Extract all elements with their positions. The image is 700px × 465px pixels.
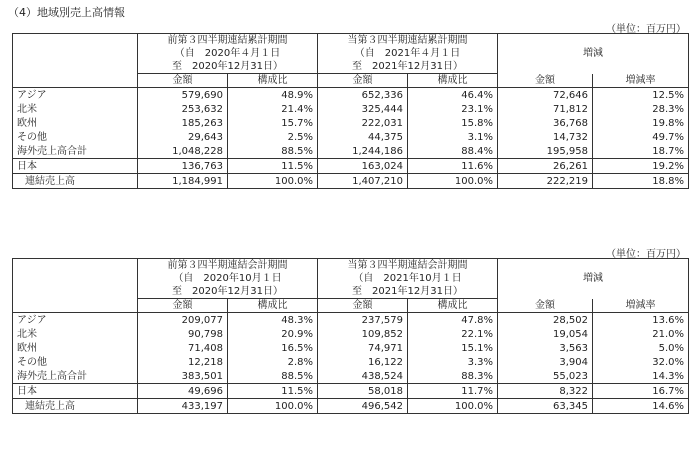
col-ratio: 構成比 — [408, 74, 498, 88]
unit-label: （単位：百万円） — [606, 24, 686, 35]
cell-prev-ratio: 11.5% — [228, 159, 318, 174]
col-amount: 金額 — [498, 299, 593, 313]
cell-chg-rate: 18.8% — [593, 174, 689, 189]
table-row — [13, 130, 689, 144]
table-row — [13, 399, 689, 414]
cell-chg-amount: 222,219 — [498, 174, 593, 189]
cell-curr-amount: 1,244,186 — [318, 144, 408, 159]
header-prev-to: 至 2020年12月31日） — [138, 285, 318, 299]
header-curr-from: （自 2021年10月１日 — [318, 272, 498, 285]
cell-curr-amount: 1,407,210 — [318, 174, 408, 189]
cell-prev-amount: 49,696 — [138, 384, 228, 399]
table-row — [13, 355, 689, 369]
row-label: 欧州 — [13, 341, 138, 355]
cell-curr-ratio: 15.1% — [408, 341, 498, 355]
col-ratio: 構成比 — [228, 74, 318, 88]
cell-prev-ratio: 88.5% — [228, 144, 318, 159]
row-label: 連結売上高 — [13, 174, 138, 189]
col-ratio: 構成比 — [408, 299, 498, 313]
col-change-rate: 増減率 — [593, 299, 689, 313]
regional-sales-table-quarter — [12, 258, 689, 414]
cell-chg-amount: 19,054 — [498, 327, 593, 341]
cell-curr-ratio: 22.1% — [408, 327, 498, 341]
cell-curr-amount: 44,375 — [318, 130, 408, 144]
table-row — [13, 313, 689, 328]
cell-curr-amount: 16,122 — [318, 355, 408, 369]
cell-curr-amount: 74,971 — [318, 341, 408, 355]
cell-chg-rate: 12.5% — [593, 88, 689, 103]
unit-label: （単位：百万円） — [606, 249, 686, 260]
row-label: 海外売上高合計 — [13, 144, 138, 159]
col-amount: 金額 — [498, 74, 593, 88]
col-ratio: 構成比 — [228, 299, 318, 313]
cell-curr-amount: 325,444 — [318, 102, 408, 116]
row-label: 連結売上高 — [13, 399, 138, 414]
header-blank — [13, 34, 138, 74]
header-prev-title: 前第３四半期連結会計期間 — [138, 259, 318, 273]
header-curr-from: （自 2021年４月１日 — [318, 47, 498, 60]
cell-prev-ratio: 21.4% — [228, 102, 318, 116]
cell-curr-ratio: 100.0% — [408, 399, 498, 414]
table-row — [13, 327, 689, 341]
cell-chg-amount: 26,261 — [498, 159, 593, 174]
cell-curr-ratio: 88.3% — [408, 369, 498, 384]
cell-prev-amount: 71,408 — [138, 341, 228, 355]
cell-curr-amount: 222,031 — [318, 116, 408, 130]
cell-chg-amount: 28,502 — [498, 313, 593, 328]
cell-chg-rate: 32.0% — [593, 355, 689, 369]
cell-curr-amount: 237,579 — [318, 313, 408, 328]
cell-chg-rate: 14.6% — [593, 399, 689, 414]
row-label: 北米 — [13, 327, 138, 341]
header-prev-title: 前第３四半期連結累計期間 — [138, 34, 318, 48]
col-amount: 金額 — [138, 299, 228, 313]
col-amount: 金額 — [318, 299, 408, 313]
header-curr-to: 至 2021年12月31日） — [318, 285, 498, 299]
cell-chg-amount: 71,812 — [498, 102, 593, 116]
cell-curr-amount: 438,524 — [318, 369, 408, 384]
row-label: 北米 — [13, 102, 138, 116]
cell-prev-amount: 383,501 — [138, 369, 228, 384]
cell-prev-amount: 185,263 — [138, 116, 228, 130]
cell-prev-amount: 12,218 — [138, 355, 228, 369]
row-label: アジア — [13, 313, 138, 328]
cell-curr-ratio: 3.3% — [408, 355, 498, 369]
cell-curr-amount: 109,852 — [318, 327, 408, 341]
cell-curr-ratio: 15.8% — [408, 116, 498, 130]
row-label: 日本 — [13, 384, 138, 399]
cell-chg-rate: 18.7% — [593, 144, 689, 159]
cell-curr-ratio: 46.4% — [408, 88, 498, 103]
cell-chg-amount: 3,563 — [498, 341, 593, 355]
cell-chg-rate: 28.3% — [593, 102, 689, 116]
cell-curr-amount: 163,024 — [318, 159, 408, 174]
cell-prev-ratio: 100.0% — [228, 399, 318, 414]
row-label: 欧州 — [13, 116, 138, 130]
cell-prev-ratio: 2.5% — [228, 130, 318, 144]
regional-sales-table-cumulative — [12, 33, 689, 189]
table-row — [13, 369, 689, 384]
cell-curr-amount: 496,542 — [318, 399, 408, 414]
col-amount: 金額 — [138, 74, 228, 88]
header-curr-title: 当第３四半期連結累計期間 — [318, 34, 498, 48]
cell-chg-rate: 49.7% — [593, 130, 689, 144]
table-row — [13, 116, 689, 130]
header-curr-title: 当第３四半期連結会計期間 — [318, 259, 498, 273]
cell-chg-rate: 13.6% — [593, 313, 689, 328]
cell-chg-rate: 19.8% — [593, 116, 689, 130]
section-title: （4）地域別売上高情報 — [8, 6, 125, 19]
cell-prev-amount: 90,798 — [138, 327, 228, 341]
cell-chg-rate: 19.2% — [593, 159, 689, 174]
cell-curr-amount: 652,336 — [318, 88, 408, 103]
cell-chg-amount: 36,768 — [498, 116, 593, 130]
table-row — [13, 102, 689, 116]
cell-chg-amount: 55,023 — [498, 369, 593, 384]
table-row — [13, 159, 689, 174]
cell-chg-amount: 195,958 — [498, 144, 593, 159]
table-row — [13, 88, 689, 103]
cell-chg-amount: 3,904 — [498, 355, 593, 369]
cell-curr-ratio: 11.6% — [408, 159, 498, 174]
cell-prev-ratio: 11.5% — [228, 384, 318, 399]
cell-chg-amount: 14,732 — [498, 130, 593, 144]
cell-prev-amount: 433,197 — [138, 399, 228, 414]
table-row — [13, 174, 689, 189]
cell-prev-amount: 1,184,991 — [138, 174, 228, 189]
cell-prev-amount: 1,048,228 — [138, 144, 228, 159]
row-label: その他 — [13, 355, 138, 369]
cell-prev-ratio: 2.8% — [228, 355, 318, 369]
table-row — [13, 341, 689, 355]
cell-prev-ratio: 100.0% — [228, 174, 318, 189]
col-amount: 金額 — [318, 74, 408, 88]
cell-prev-ratio: 20.9% — [228, 327, 318, 341]
header-prev-from: （自 2020年４月１日 — [138, 47, 318, 60]
header-change: 増減 — [498, 259, 689, 299]
col-change-rate: 増減率 — [593, 74, 689, 88]
cell-chg-rate: 21.0% — [593, 327, 689, 341]
cell-prev-ratio: 16.5% — [228, 341, 318, 355]
cell-prev-amount: 29,643 — [138, 130, 228, 144]
header-change: 増減 — [498, 34, 689, 74]
header-curr-to: 至 2021年12月31日） — [318, 60, 498, 74]
cell-chg-rate: 16.7% — [593, 384, 689, 399]
cell-prev-amount: 209,077 — [138, 313, 228, 328]
cell-chg-rate: 14.3% — [593, 369, 689, 384]
cell-curr-ratio: 100.0% — [408, 174, 498, 189]
cell-curr-ratio: 88.4% — [408, 144, 498, 159]
header-blank — [13, 259, 138, 299]
cell-curr-ratio: 3.1% — [408, 130, 498, 144]
row-label: 日本 — [13, 159, 138, 174]
cell-curr-ratio: 47.8% — [408, 313, 498, 328]
table-row — [13, 384, 689, 399]
row-label: アジア — [13, 88, 138, 103]
table-row — [13, 144, 689, 159]
cell-prev-amount: 253,632 — [138, 102, 228, 116]
cell-chg-amount: 63,345 — [498, 399, 593, 414]
cell-prev-ratio: 15.7% — [228, 116, 318, 130]
row-label: 海外売上高合計 — [13, 369, 138, 384]
cell-curr-ratio: 11.7% — [408, 384, 498, 399]
header-prev-to: 至 2020年12月31日） — [138, 60, 318, 74]
row-label: その他 — [13, 130, 138, 144]
cell-prev-ratio: 48.9% — [228, 88, 318, 103]
cell-prev-ratio: 88.5% — [228, 369, 318, 384]
cell-curr-ratio: 23.1% — [408, 102, 498, 116]
cell-chg-amount: 8,322 — [498, 384, 593, 399]
cell-chg-amount: 72,646 — [498, 88, 593, 103]
cell-prev-ratio: 48.3% — [228, 313, 318, 328]
cell-chg-rate: 5.0% — [593, 341, 689, 355]
cell-curr-amount: 58,018 — [318, 384, 408, 399]
cell-prev-amount: 579,690 — [138, 88, 228, 103]
cell-prev-amount: 136,763 — [138, 159, 228, 174]
header-prev-from: （自 2020年10月１日 — [138, 272, 318, 285]
